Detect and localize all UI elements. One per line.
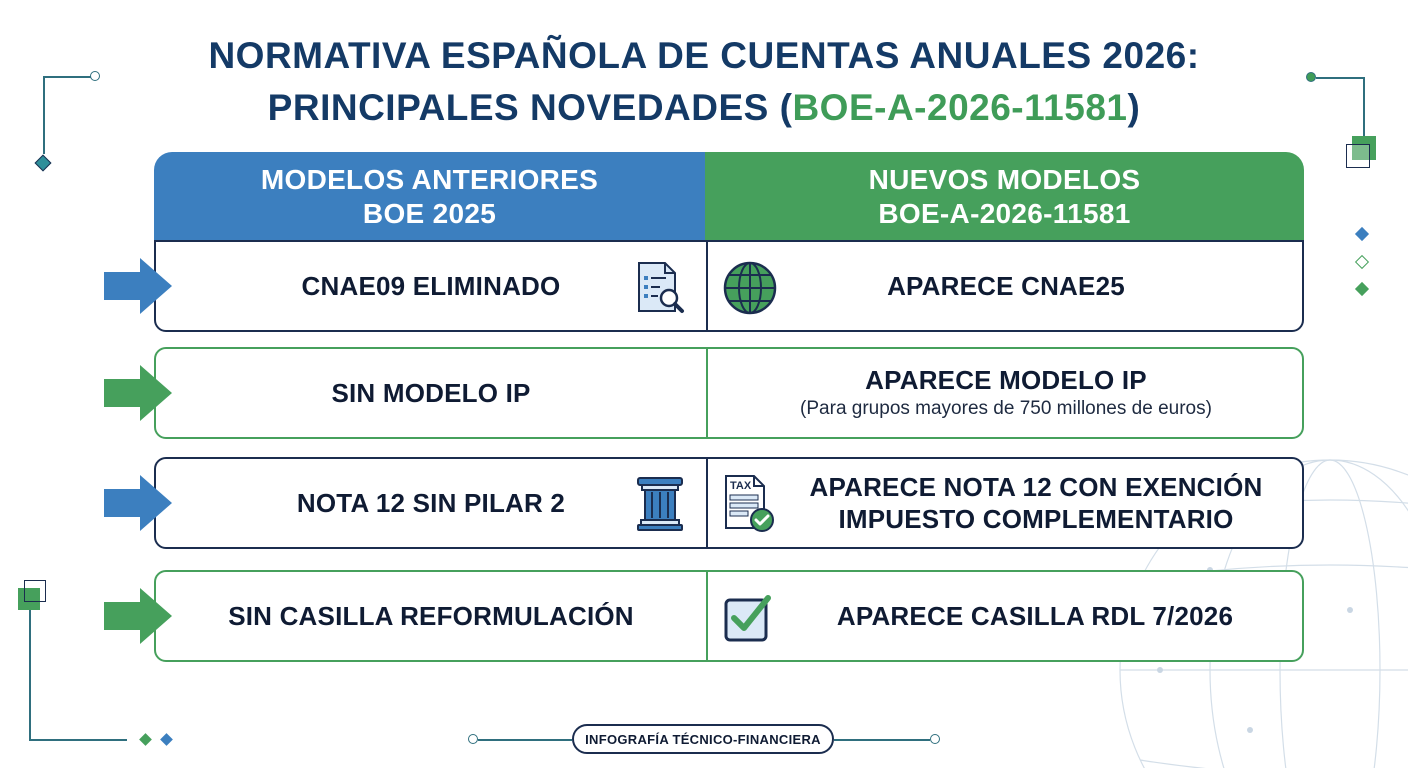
page-title (0, 30, 1408, 134)
row-arrow-1 (104, 256, 174, 316)
title-boe-reference: BOE-A-2026-11581 (792, 87, 1128, 128)
comparison-row-reformulacion (154, 570, 1304, 662)
row-new-text: APARECE CASILLA RDL 7/2026 (836, 601, 1234, 631)
pillar-icon (636, 476, 684, 532)
row-new-text: APARECE CNAE25 (887, 271, 1125, 301)
row-new-text: APARECE NOTA 12 CON EXENCIÓN (809, 472, 1263, 502)
comparison-row-nota-12 (154, 457, 1304, 549)
tax-label: TAX (730, 480, 752, 492)
comparison-row-cnae (154, 240, 1304, 332)
checkbox-icon (722, 592, 776, 644)
row-new-cell (708, 242, 1304, 330)
tax-document-icon (722, 473, 778, 535)
row-new-subtext: (Para grupos mayores de 750 millones de euros) (800, 398, 1212, 419)
title-line-2 (0, 82, 1408, 134)
footer-label: INFOGRAFÍA TÉCNICO-FINANCIERA (572, 724, 834, 754)
row-previous-cell (156, 242, 706, 330)
row-new-cell (766, 572, 1304, 660)
row-previous-cell (156, 459, 706, 547)
row-previous-cell (156, 349, 706, 437)
header-previous-line-1: MODELOS ANTERIORES (260, 164, 599, 195)
header-new-line-2: BOE-A-2026-11581 (878, 198, 1131, 229)
header-previous-models (154, 152, 705, 242)
row-new-cell (776, 459, 1296, 547)
row-previous-text: SIN CASILLA REFORMULACIÓN (228, 601, 634, 631)
header-new-models (705, 152, 1304, 242)
row-arrow-3 (104, 473, 174, 533)
row-new-cell (708, 349, 1304, 437)
row-new-text-line-2: IMPUESTO COMPLEMENTARIO (838, 504, 1234, 534)
row-previous-cell (156, 572, 706, 660)
row-arrow-4 (104, 586, 174, 646)
title-line-2-suffix: ) (1127, 87, 1141, 128)
row-arrow-2 (104, 363, 174, 423)
row-previous-text: CNAE09 ELIMINADO (301, 271, 561, 301)
title-line-2-prefix: PRINCIPALES NOVEDADES ( (267, 87, 793, 128)
row-previous-text: NOTA 12 SIN PILAR 2 (296, 488, 566, 518)
header-previous-line-2: BOE 2025 (362, 198, 497, 229)
globe-icon (722, 260, 778, 316)
header-new-line-1: NUEVOS MODELOS (868, 164, 1141, 195)
row-new-text: APARECE MODELO IP (865, 365, 1147, 395)
comparison-row-modelo-ip (154, 347, 1304, 439)
document-search-icon (636, 260, 686, 316)
title-line-1: NORMATIVA ESPAÑOLA DE CUENTAS ANUALES 2026: (208, 35, 1200, 76)
row-previous-text: SIN MODELO IP (331, 378, 531, 408)
